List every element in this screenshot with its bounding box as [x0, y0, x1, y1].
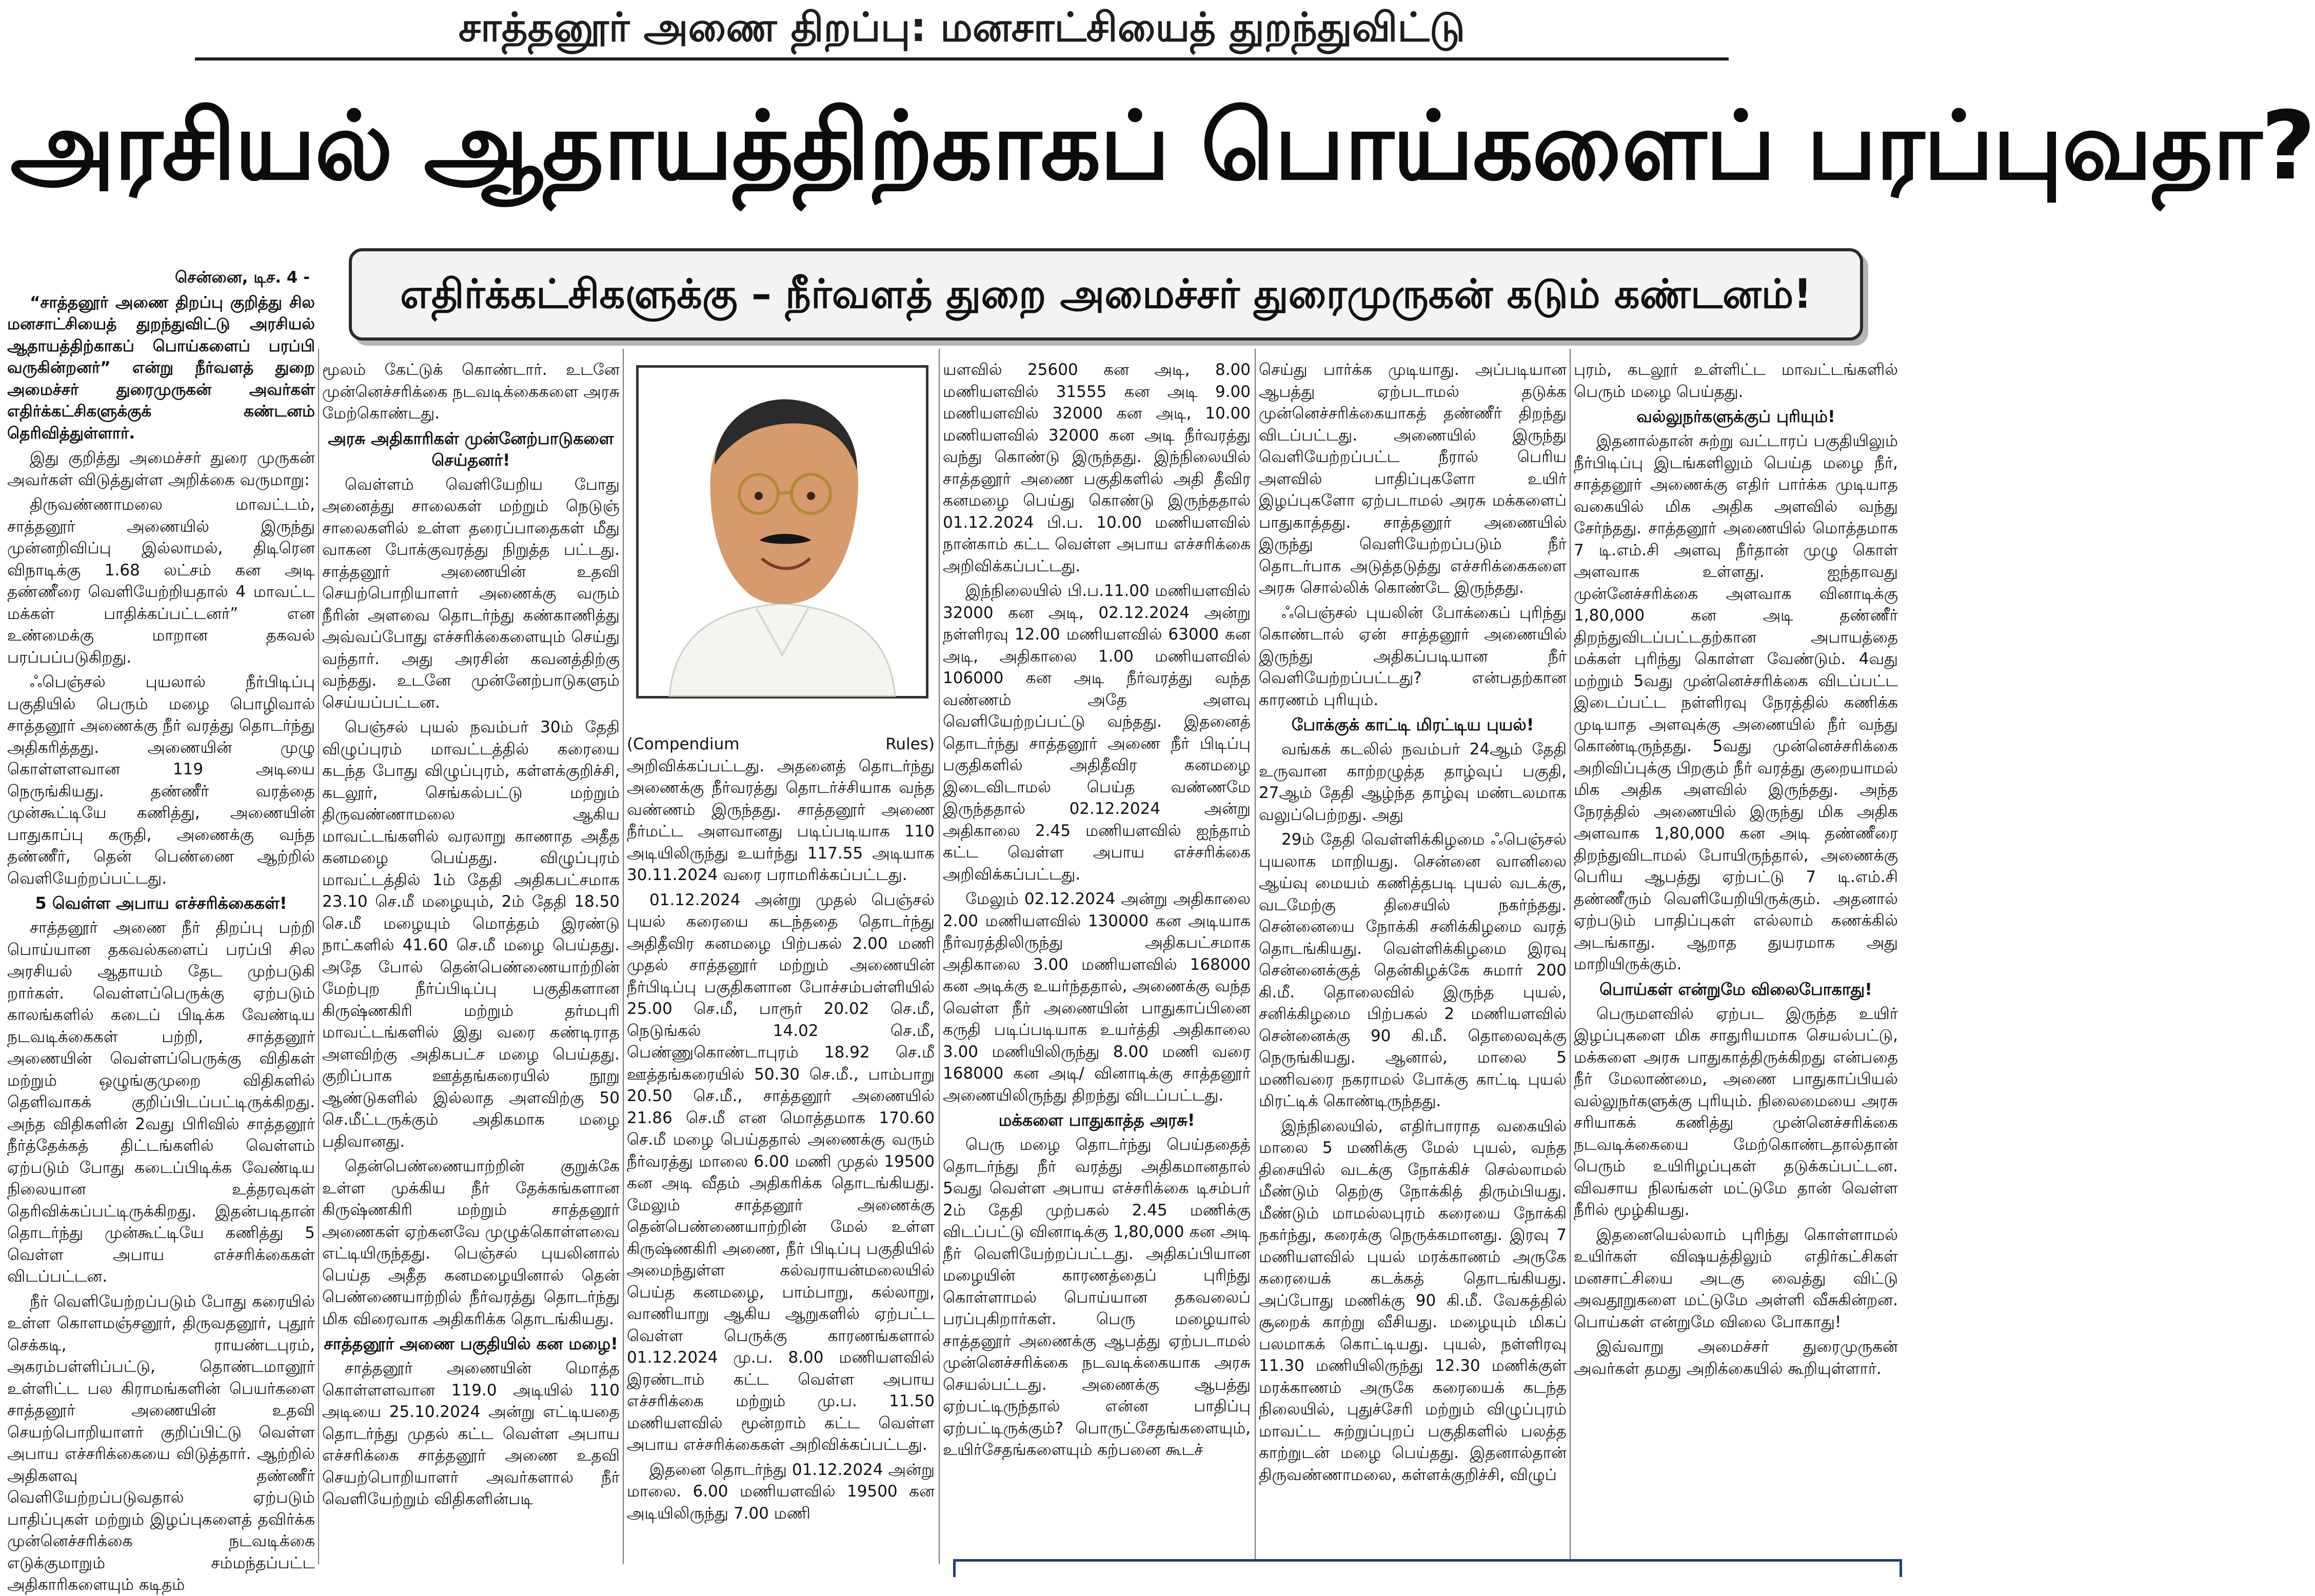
paragraph: புரம், கடலூர் உள்ளிட்ட மாவட்டங்களில் பெரும் மழை பெய்தது.	[1574, 361, 1898, 401]
article-headline: அரசியல் ஆதாயத்திற்காகப் பொய்களைப் பரப்புவதா?	[10, 91, 2315, 201]
article-column-2	[322, 359, 620, 1564]
dateline: சென்னை, டிச. 4 -	[175, 268, 310, 287]
article-subheadline: எதிர்க்கட்சிகளுக்கு – நீர்வளத் துறை அமைச்சர் துரைமுருகன் கடும் கண்டனம்!	[400, 271, 1812, 317]
paragraph: மூலம் கேட்டுக் கொண்டார். உடனே முன்னெச்சரிக்கை நடவடிக்கைகளை அரசு மேற்கொண்டது.	[322, 361, 620, 423]
section-heading: போக்குக் காட்டி மிரட்டிய புயல்!	[1291, 715, 1534, 734]
subheadline-box	[349, 248, 1863, 341]
article-column-5	[1259, 359, 1567, 1564]
paragraph: இந்நிலையில் பி.ப.11.00 மணியளவில் 32000 கன அடி, 02.12.2024 அன்று நள்ளிரவு 12.00 மணியளவில் 63000 கன அடி, அதிகாலை 1.00 மணியளவில் 106000 கன அடி நீர்வரத்து வந்த வண்ணம் அதே அளவு வெளியேற்றப்பட்டு வந்தது. இதனைத் தொடர்ந்து சாத்தனூர் அணை நீர் பிடிப்பு பகுதிகளில் அதிதீவிர கனமழை இடைவிடாமல் பெய்த வண்ணமே இருந்ததால் 02.12.2024 அன்று அதிகாலை 2.45 மணியளவில் ஐந்தாம் கட்ட வெள்ள அபாய எச்சரிக்கை அறிவிக்கப்பட்டது.	[943, 582, 1251, 884]
kicker-underline	[195, 57, 1729, 61]
paragraph: சாத்தனூர் அணை நீர் திறப்பு பற்றி பொய்யான தகவல்களைப் பரப்பி சில அரசியல் ஆதாயம் தேட முற்படுகி றார்கள். வெள்ளப்பெருக்கு ஏற்படும் காலங்களில் கடைப் பிடிக்க வேண்டிய நடவடிக்கைகள் பற்றி, சாத்தனூர் அணையின் வெள்ளப்பெருக்கு விதிகள் மற்றும் ஒழுங்குமுறை விதிகளில் தெளிவாகக் குறிப்பிடப்பட்டிருக்கிறது. அந்த விதிகளின் 2வது பிரிவில் சாத்தனூர் நீர்த்தேக்கத் திட்டங்களில் வெள்ளம் ஏற்படும் போது கடைப்பிடிக்க வேண்டிய நிலையான உத்தரவுகள் தெரிவிக்கப்பட்டிருக்கிறது. இதன்படிதான் தொடர்ந்து முன்கூட்டியே கணித்து 5 வெள்ள அபாய எச்சரிக்கைகள் விடப்பட்டன.	[7, 919, 315, 1286]
paragraph: இதனை தொடர்ந்து 01.12.2024 அன்று மாலை. 6.00 மணியளவில் 19500 கன அடியிலிருந்து 7.00 மணி	[627, 1460, 935, 1523]
paragraph: செய்து பார்க்க முடியாது. அப்படியான ஆபத்து ஏற்படாமல் தடுக்க முன்னெச்சரிக்கையாகத் தண்ணீர் திறந்து விடப்பட்டது. அணையில் இருந்து வெளியேற்றப்பட்ட நீரால் பெரிய அளவில் பாதிப்புகளோ உயிர் இழப்புகளோ ஏற்படாமல் அரசு மக்களைப் பாதுகாத்தது. சாத்தனூர் அணையில் இருந்து வெளியேற்றப்படும் நீர் தொடர்பாக அடுத்தடுத்து எச்சரிக்கைகளை அரசு சொல்லிக் கொண்டே இருந்தது.	[1259, 361, 1567, 597]
paragraph: (Compendium Rules) அறிவிக்கப்பட்டது. அதனைத் தொடர்ந்து அணைக்கு நீர்வரத்து தொடர்ச்சியாக வந்த வண்ணம் இருந்தது. சாத்தனூர் அணை நீர்மட்ட அளவானது படிப்படியாக 110 அடியிலிருந்து உயர்ந்து 117.55 அடியாக 30.11.2024 வரை பராமரிக்கப்பட்டது.	[627, 735, 935, 884]
paragraph: சாத்தனூர் அணையின் மொத்த கொள்ளளவான 119.0 அடியில் 110 அடியை 25.10.2024 அன்று எட்டியதை தொடர்ந்து முதல் கட்ட வெள்ள அபாய எச்சரிக்கை சாத்தனூர் அணை உதவி செயற்பொறியாளர் அவர்களால் நீர் வெளியேற்றும் விதிகளின்படி	[322, 1359, 620, 1508]
paragraph: தென்பெண்ணையாற்றின் குறுக்கே உள்ள முக்கிய நீர் தேக்கங்களான கிருஷ்ணகிரி மற்றும் சாத்தனூர் அணைகள் ஏற்கனவே முழுக்கொள்ளவை எட்டியிருந்தது. பெஞ்சல் புயலினால் பெய்த அதீத கனமழையினால் தென் பெண்ணையாற்றில் நீர்வரத்து தொடர்ந்து மிக விரைவாக அதிகரிக்க தொடங்கியது.	[322, 1157, 620, 1328]
photo-placeholder-space	[627, 359, 935, 733]
paragraph: திருவண்ணாமலை மாவட்டம், சாத்தனூர் அணையில் இருந்து முன்னறிவிப்பு இல்லாமல், திடிரென விநாடிக்கு 1.68 லட்சம் கன அடி தண்ணீரை வெளியேற்றியதால் 4 மாவட்ட மக்கள் பாதிக்கப்பட்டனர்” என உண்மைக்கு மாறான தகவல் பரப்பப்படுகிறது.	[7, 495, 315, 667]
section-heading: 5 வெள்ள அபாய எச்சரிக்கைகள்!	[35, 893, 287, 913]
article-column-6	[1574, 359, 1898, 1554]
paragraph: ஃபெஞ்சல் புயலால் நீர்பிடிப்பு பகுதியில் பெரும் மழை பொழிவால் சாத்தனூர் அணைக்கு நீர் வரத்து தொடர்ந்து அதிகரித்தது. அணையின் முழு கொள்ளளவான 119 அடியை நெருங்கியது. தண்ணீர் வரத்தை முன்கூட்டியே கணித்து, அணையின் பாதுகாப்பு கருதி, அணைக்கு வந்த தண்ணீர், தென் பெண்ணை ஆற்றில் வெளியேற்றப்பட்டது.	[7, 673, 315, 888]
section-heading: பொய்கள் என்றுமே விலைபோகாது!	[1599, 979, 1872, 999]
lead-paragraph: “சாத்தனூர் அணை திறப்பு குறித்து சில மனசாட்சியைத் துறந்துவிட்டு அரசியல் ஆதாயத்திற்காகப் பொய்களைப் பரப்பி வருகின்றனர்” என்று நீர்வளத் துறை அமைச்சர் துரைமுருகன் அவர்கள் எதிர்க்கட்சிகளுக்குக் கண்டனம் தெரிவித்துள்ளார்.	[7, 293, 315, 443]
paragraph: 01.12.2024 அன்று முதல் பெஞ்சல் புயல் கரையை கடந்ததை தொடர்ந்து அதிதீவிர கனமழை பிற்பகல் 2.00 மணி முதல் சாத்தனூர் மற்றும் அணையின் நீர்பிடிப்பு பகுதிகளான போச்சம்பள்ளியில் 25.00 செ.மீ, பாரூர் 20.02 செ.மீ, நெடுங்கல் 14.02 செ.மீ, பெண்ணுகொண்டாபுரம் 18.92 செ.மீ ஊத்தங்கரையில் 50.30 செ.மீ., பாம்பாறு 20.50 செ.மீ., சாத்தனூர் அணையில் 21.86 செ.மீ என மொத்தமாக 170.60 செ.மீ மழை பெய்ததால் அணைக்கு வரும் நீர்வரத்து மாலை 6.00 மணி முதல் 19500 கன அடி வீதம் அதிகரிக்க தொடங்கியது. மேலும் சாத்தனூர் அணைக்கு தென்பெண்ணையாற்றின் மேல் உள்ள கிருஷ்ணகிரி அணை, நீர் பிடிப்பு பகுதியில் அமைந்துள்ள கல்வராயன்மலையில் பெய்த கனமழை, பாம்பாறு, கல்லாறு, வாணியாறு ஆகிய ஆறுகளில் ஏற்பட்ட வெள்ள பெருக்கு காரணங்களால் 01.12.2024 மு.ப. 8.00 மணியளவில் இரண்டாம் கட்ட வெள்ள அபாய எச்சரிக்கை மற்றும் மு.ப. 11.50 மணியளவில் மூன்றாம் கட்ட வெள்ள அபாய எச்சரிக்கைகள் அறிவிக்கப்பட்டது.	[627, 890, 935, 1454]
paragraph: ஃபெஞ்சல் புயலின் போக்கைப் புரிந்து கொண்டால் ஏன் சாத்தனூர் அணையில் இருந்து அதிகப்படியான நீர் வெளியேற்றப்பட்டது? என்பதற்கான காரணம் புரியும்.	[1259, 603, 1567, 709]
article-column-1	[7, 267, 315, 1594]
column-divider	[623, 349, 624, 1564]
paragraph: யளவில் 25600 கன அடி, 8.00 மணியளவில் 31555 கன அடி 9.00 மணியளவில் 32000 கன அடி, 10.00 மணியளவில் 32000 கன அடி நீர்வரத்து வந்து கொண்டு இருந்தது. இந்நிலையில் சாத்தனூர் அணை பகுதிகளில் அதி தீவிர கனமழை பெய்து கொண்டு இருந்ததால் 01.12.2024 பி.ப. 10.00 மணியளவில் நான்காம் கட்ட வெள்ள அபாய எச்சரிக்கை அறிவிக்கப்பட்டது.	[943, 361, 1251, 575]
paragraph: இதனால்தான் சுற்று வட்டாரப் பகுதியிலும் நீர்பிடிப்பு இடங்களிலும் பெய்த மழை நீர், சாத்தனூர் அணைக்கு எதிர் பார்க்க முடியாத வகையில் மிக அதிக அளவில் வந்து சேர்ந்தது. சாத்தனூர் அணையில் மொத்தமாக 7 டி.எம்.சி அளவு நீர்தான் முழு கொள் அளவாக உள்ளது. ஐந்தாவது முன்னேச்சரிக்கை அளவாக வினாடிக்கு 1,80,000 கன அடி தண்ணீர் திறந்துவிடப்பட்டதற்கான அபாயத்தை மக்கள் புரிந்து கொள்ள வேண்டும். 4வது மற்றும் 5வது முன்னெச்சரிக்கை விடப்பட்ட இடைப்பட்ட நள்ளிரவு நேரத்தில் கணிக்க முடியாத அளவுக்கு அணையில் நீர் வந்து கொண்டிருந்தது. 5வது முன்னெச்சரிக்கை அறிவிப்புக்கு பிறகும் நீர் வரத்து குறையாமல் மிக அதிக அளவில் இருந்தது. அந்த நேரத்தில் அணையில் இருந்து மிக அதிக அளவாக 1,80,000 கன அடி தண்ணீரை திறந்துவிடாமல் போயிருந்தால், அணைக்கு பெரிய ஆபத்து ஏற்பட்டு 7 டி.எம்.சி தண்ணீரும் வெளியேறியிருக்கும். அதனால் ஏற்படும் பாதிப்புகள் எல்லாம் கணக்கில் அடங்காது. ஆறாத துயரமாக அது மாறியிருக்கும்.	[1574, 432, 1898, 973]
section-heading: மக்களை பாதுகாத்த அரசு!	[998, 1110, 1195, 1130]
article-column-3	[627, 359, 935, 1564]
paragraph: பெஞ்சல் புயல் நவம்பர் 30ம் தேதி விழுப்புரம் மாவட்டத்தில் கரையை கடந்த போது விழுப்புரம், கள்ளக்குறிச்சி, கடலூர், செங்கல்பட்டு மற்றும் திருவண்ணாமலை ஆகிய மாவட்டங்களில் வரலாறு காணாத அதீத கனமழை பெய்தது. விழுப்புரம் மாவட்டத்தில் 1ம் தேதி அதிகபட்சமாக 23.10 செ.மீ மழையும், 2ம் தேதி 18.50 செ.மீ மழையும் மொத்தம் இரண்டு நாட்களில் 41.60 செ.மீ மழை பெய்தது. அதே போல் தென்பெண்ணையாற்றின் மேற்புற நீர்ப்பிடிப்பு பகுதிகளான கிருஷ்ணகிரி மற்றும் தர்மபுரி மாவட்டங்களில் இது வரை கண்டிராத அளவிற்கு அதிகபட்ச மழை பெய்தது. குறிப்பாக ஊத்தங்கரையில் நூறு ஆண்டுகளில் இல்லாத அளவிற்கு 50 செ.மீட்டருக்கும் அதிகமாக மழை பதிவானது.	[322, 718, 620, 1151]
paragraph: இந்நிலையில், எதிர்பாராத வகையில் மாலை 5 மணிக்கு மேல் புயல், வந்த திசையில் வடக்கு நோக்கிச் செல்லாமல் மீண்டும் தெற்கு நோக்கித் திரும்பியது. மீண்டும் மாமல்லபுரம் கரையை நோக்கி நகர்ந்து, கரைக்கு நெருக்கமானது. இரவு 7 மணியளவில் புயல் மரக்காணம் அருகே கரையைக் கடக்கத் தொடங்கியது. அப்போது மணிக்கு 90 கி.மீ. வேகத்தில் சூறைக் காற்று வீசியது. மழையும் மிகப் பலமாகக் கொட்டியது. புயல், நள்ளிரவு 11.30 மணியிலிருந்து 12.30 மணிக்குள் மரக்காணம் அருகே கரையைக் கடந்த நிலையில், புதுச்சேரி மற்றும் விழுப்புரம் மாவட்ட சுற்றுப்புறப் பகுதிகளில் பலத்த காற்றுடன் மழை பெய்தது. இதனால்தான் திருவண்ணாமலை, கள்ளக்குறிச்சி, விழுப்	[1259, 1116, 1567, 1484]
article-column-4	[943, 359, 1251, 1564]
paragraph: வெள்ளம் வெளியேறிய போது அனைத்து சாலைகள் மற்றும் நெடுஞ் சாலைகளில் உள்ள தரைப்பாதைகள் மீது வாகன போக்குவரத்து நிறுத்த பட்டது. சாத்தனூர் அணையின் உதவி செயற்பொறியாளர் அணைக்கு வரும் நீரின் அளவை தொடர்ந்து கண்காணித்து அவ்வப்போது எச்சரிக்கைளையும் செய்து வந்தார். அது அரசின் கவனத்திற்கு வந்தது. உடனே முன்னேற்பாடுகளும் செய்யப்பட்டன.	[322, 475, 620, 712]
paragraph: இதனையெல்லாம் புரிந்து கொள்ளாமல் உயிர்கள் விஷயத்திலும் எதிர்கட்சிகள் மனசாட்சியை அடகு வைத்து விட்டு அவதூறுகளை மட்டுமே அள்ளி வீசுகின்றன. பொய்கள் என்றுமே விலை போகாது!	[1574, 1225, 1898, 1331]
section-heading: வல்லுநர்களுக்குப் புரியும்!	[1636, 407, 1835, 426]
paragraph: இவ்வாறு அமைச்சர் துரைமுருகன் அவர்கள் தமது அறிக்கையில் கூறியுள்ளார்.	[1574, 1338, 1898, 1378]
paragraph: நீர் வெளியேற்றப்படும் போது கரையில் உள்ள கொளமஞ்சனூர், திருவதனூர், புதூர் செக்கடி, ராயண்டபுரம், அகரம்பள்ளிப்பட்டு, தொண்டமானூர் உள்ளிட்ட பல கிராமங்களின் பெயர்களை சாத்தனூர் அணையின் உதவி செயற்பொறியாளர் குறிப்பிட்டு வெள்ள அபாய எச்சரிக்கையை விடுத்தார். ஆற்றில் அதிகளவு தண்ணீர் வெளியேற்றப்படுவதால் ஏற்படும் பாதிப்புகள் மற்றும் இழப்புகளைத் தவிர்க்க முன்னெச்சரிக்கை நடவடிக்கை எடுக்குமாறும் சம்மந்தப்பட்ட அதிகாரிகளையும் கடிதம்	[7, 1292, 315, 1594]
article-kicker: சாத்தனூர் அணை திறப்பு: மனசாட்சியைத் துறந்துவிட்டு	[458, 5, 1466, 51]
paragraph: இது குறித்து அமைச்சர் துரை முருகன் அவர்கள் விடுத்துள்ள அறிக்கை வருமாறு:	[7, 449, 315, 489]
paragraph: வங்கக் கடலில் நவம்பர் 24ஆம் தேதி உருவான காற்றழுத்த தாழ்வுப் பகுதி, 27ஆம் தேதி ஆழ்ந்த தாழ்வு மண்டலமாக வலுப்பெற்றது. அது	[1259, 740, 1567, 824]
section-heading: அரசு அதிகாரிகள் முன்னேற்பாடுகளை செய்தனர்!	[328, 428, 614, 470]
column-divider	[1570, 349, 1571, 1564]
section-heading: சாத்தனூர் அணை பகுதியில் கன மழை!	[324, 1334, 618, 1353]
next-article-box-edge	[953, 1559, 1902, 1577]
paragraph: பெரு மழை தொடர்ந்து பெய்ததைத் தொடர்ந்து நீர் வரத்து அதிகமானதால் 5வது வெள்ள அபாய எச்சரிக்கை டிசம்பர் 2ம் தேதி முற்பகல் 2.45 மணிக்கு விடப்பட்டு வினாடிக்கு 1,80,000 கன அடி நீர் வெளியேற்றப்பட்டது. அதிகப்பியான மழையின் காரணத்தைப் புரிந்து கொள்ளாமல் பொய்யான தகவலைப் பரப்புகிறார்கள். பெரு மழையால் சாத்தனூர் அணைக்கு ஆபத்து ஏற்படாமல் முன்னெச்சரிக்கை நடவடிக்கையாக அரசு செயல்பட்டது. அணைக்கு ஆபத்து ஏற்பட்டிருந்தால் என்ன பாதிப்பு ஏற்பட்டிருக்கும்? பொருட்சேதங்களையும், உயிர்சேதங்களையும் கற்பனை கூடச்	[943, 1135, 1251, 1459]
paragraph: 29ம் தேதி வெள்ளிக்கிழமை ஃபெஞ்சல் புயலாக மாறியது. சென்னை வானிலை ஆய்வு மையம் கணித்தபடி புயல் வடக்கு, வடமேற்கு திசையில் நகர்ந்தது. சென்னையை நோக்கி சனிக்கிழமை வரத் தொடங்கியது. வெள்ளிக்கிழமை இரவு சென்னைக்குத் தென்கிழக்கே சுமார் 200 கி.மீ. தொலைவில் இருந்த புயல், சனிக்கிழமை பிற்பகல் 2 மணியளவில் சென்னைக்கு 90 கி.மீ. தொலைவுக்கு நெருங்கியது. ஆனால், மாலை 5 மணிவரை நகராமல் போக்கு காட்டி புயல் மிரட்டிக் கொண்டிருந்தது.	[1259, 830, 1567, 1110]
column-divider	[318, 349, 319, 1564]
column-divider	[939, 349, 940, 1564]
paragraph: மேலும் 02.12.2024 அன்று அதிகாலை 2.00 மணியளவில் 130000 கன அடியாக நீர்வரத்திலிருந்து அதிகபட்சமாக அதிகாலை 3.00 மணியளவில் 168000 கன அடிக்கு உயர்ந்ததால், அணைக்கு வந்த வெள்ள நீர் அணையின் பாதுகாப்பினை கருதி படிப்படியாக உயர்த்தி அதிகாலை 3.00 மணியிலிருந்து 8.00 மணி வரை 168000 கன அடி/ வினாடிக்கு சாத்தனூர் அணையிலிருந்து திறந்து விடப்பட்டது.	[943, 890, 1251, 1105]
paragraph: பெருமளவில் ஏற்பட இருந்த உயிர் இழப்புகளை மிக சாதுரியமாக செயல்பட்டு, மக்களை அரசு பாதுகாத்திருக்கிறது என்பதை நீர் மேலாண்மை, அணை பாதுகாப்பியல் வல்லுநர்களுக்கு புரியும். நிலைமையை அரசு சரியாகக் கணித்து முன்னெச்சரிக்கை நடவடிக்கையை மேற்கொண்டதால்தான் பெரும் உயிரிழப்புகள் தடுக்கப்பட்டன. விவசாய நிலங்கள் மட்டுமே தான் வெள்ள நீரில் மூழ்கியது.	[1574, 1004, 1898, 1219]
column-divider	[1255, 349, 1256, 1564]
